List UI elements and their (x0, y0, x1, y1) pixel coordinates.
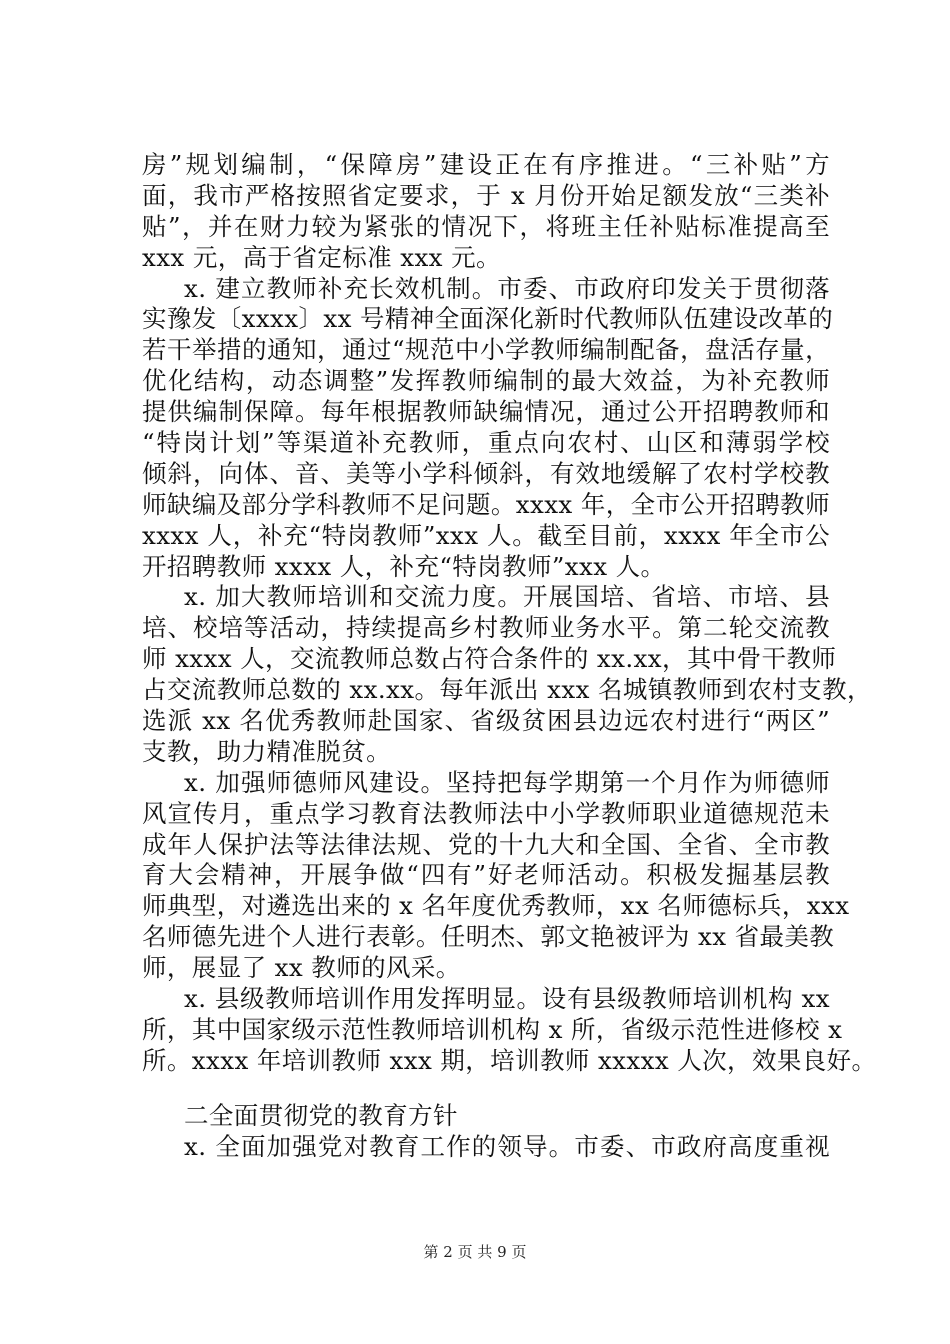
text-line: 面，我市严格按照省定要求，于 x 月份开始足额发放“三类补 (142, 180, 830, 210)
text-line: 若干举措的通知，通过“规范中小学教师编制配备，盘活存量， (142, 335, 830, 365)
text-line: 选派 xx 名优秀教师赴国家、省级贫困县边远农村进行“两区” (142, 706, 830, 736)
text-line: 师缺编及部分学科教师不足问题。xxxx 年，全市公开招聘教师 (142, 489, 830, 519)
text-line: 所。xxxx 年培训教师 xxx 期，培训教师 xxxxx 人次，效果良好。 (142, 1045, 877, 1075)
text-line: 师，展显了 xx 教师的风采。 (142, 953, 461, 983)
section-heading: 二全面贯彻党的教育方针 (184, 1100, 458, 1130)
text-line: 开招聘教师 xxxx 人，补充“特岗教师”xxx 人。 (142, 551, 666, 581)
text-line: 占交流教师总数的 xx.xx。每年派出 xxx 名城镇教师到农村支教， (142, 675, 872, 705)
text-line: “特岗计划”等渠道补充教师，重点向农村、山区和薄弱学校 (142, 428, 830, 458)
text-line: 支教，助力精准脱贫。 (142, 736, 391, 766)
document-body (142, 150, 877, 1163)
text-line: 提供编制保障。每年根据教师缺编情况，通过公开招聘教师和 (142, 397, 830, 427)
page-number-footer: 第 2 页 共 9 页 (423, 1243, 527, 1261)
text-line: 所，其中国家级示范性教师培训机构 x 所，省级示范性进修校 x (142, 1014, 843, 1044)
paragraph-start-line: x. 县级教师培训作用发挥明显。设有县级教师培训机构 xx (184, 984, 830, 1014)
text-line: 师 xxxx 人，交流教师总数占符合条件的 xx.xx，其中骨干教师 (142, 644, 837, 674)
text-line: 育大会精神，开展争做“四有”好老师活动。积极发掘基层教 (142, 860, 830, 890)
text-line: 名师德先进个人进行表彰。任明杰、郭文艳被评为 xx 省最美教 (142, 922, 835, 952)
text-line: 培、校培等活动，持续提高乡村教师业务水平。第二轮交流教 (142, 613, 830, 643)
text-line: 实豫发〔xxxx〕xx 号精神全面深化新时代教师队伍建设改革的 (142, 304, 834, 334)
paragraph-start-line: x. 建立教师补充长效机制。市委、市政府印发关于贯彻落 (184, 273, 830, 303)
text-line: 倾斜，向体、音、美等小学科倾斜，有效地缓解了农村学校教 (142, 458, 830, 488)
text-line: 优化结构，动态调整”发挥教师编制的最大效益，为补充教师 (142, 366, 830, 396)
text-line: 风宣传月，重点学习教育法教师法中小学教师职业道德规范未 (142, 798, 830, 828)
paragraph-start-line: x. 加大教师培训和交流力度。开展国培、省培、市培、县 (184, 582, 830, 612)
text-line: 师典型，对遴选出来的 x 名年度优秀教师，xx 名师德标兵，xxx (142, 891, 850, 921)
paragraph-start-line: x. 全面加强党对教育工作的领导。市委、市政府高度重视 (184, 1131, 830, 1161)
text-line: 房”规划编制，“保障房”建设正在有序推进。“三补贴”方 (142, 150, 830, 179)
text-line: 贴”，并在财力较为紧张的情况下，将班主任补贴标准提高至 (142, 211, 830, 241)
text-line: 成年人保护法等法律法规、党的十九大和全国、全省、全市教 (142, 829, 830, 859)
text-line: xxxx 人，补充“特岗教师”xxx 人。截至目前，xxxx 年全市公 (142, 520, 830, 550)
paragraph-start-line: x. 加强师德师风建设。坚持把每学期第一个月作为师德师 (184, 767, 830, 797)
paragraph-gap (142, 1077, 830, 1101)
text-line: xxx 元，高于省定标准 xxx 元。 (142, 242, 501, 272)
